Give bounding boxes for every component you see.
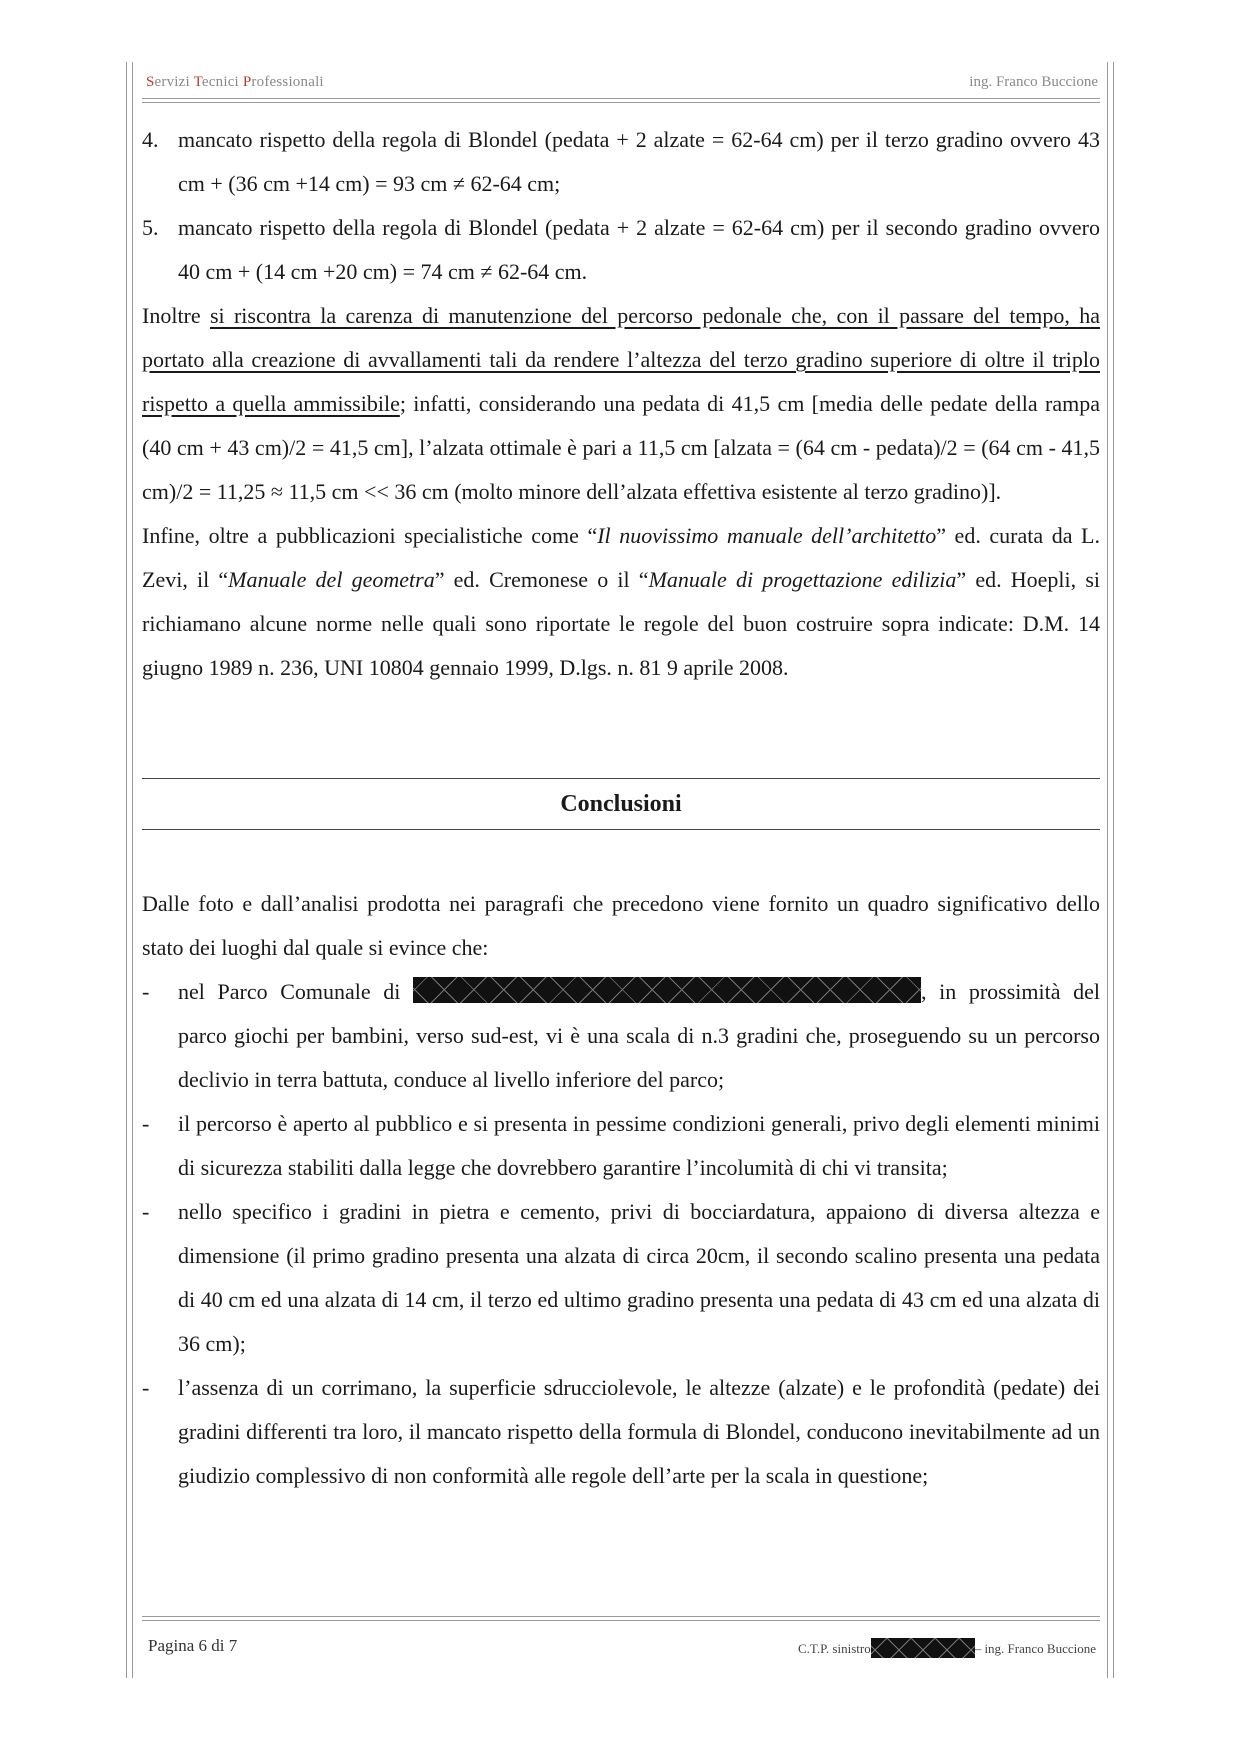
page-frame-left-outer [126,62,127,1678]
book-title: Manuale del geometra [228,567,435,592]
redacted-location [413,977,921,1003]
header-word-part: rofessionali [251,74,324,90]
header-initial: T [193,74,202,90]
numbered-list-item [142,206,1100,294]
bullet-item [142,1190,1100,1366]
section-conclusioni [142,734,1100,1498]
conclusioni-intro: Dalle foto e dall’analisi prodotta nei paragrafi che precedono viene fornito un quadro significativo dello stato dei luoghi dal quale si evince che: [142,891,1100,960]
list-item-text: mancato rispetto della regola di Blondel (pedata + 2 alzate = 62-64 cm) per il secondo gradino ovvero 40 cm + (14 cm +20 cm) = 74 cm ≠ 62-64 cm. [178,215,1100,284]
footer-author-info [798,1638,1096,1658]
document-body [142,118,1100,1498]
footer-rule [142,1616,1100,1617]
paragraph-text: ” ed. Hoepli, si richiamano alcune norme nelle quali sono riportate le regole del buon costruire sopra indicate: D.M. 14 giugno 1989 n. 236, UNI 10804 gennaio 1999, D.lgs. n. 81 9 aprile 2008. [142,567,1100,680]
header-word-part: ervizi [154,74,194,90]
bullet-text: l’assenza di un corrimano, la superficie sdrucciolevole, le altezze (alzate) e le profondità (pedate) dei gradini differenti tra loro, il mancato rispetto della formula di Blondel, conducono inevitabilmente ad un giudizio complessivo di non conformità alle regole dell’arte per la scala in questione; [178,1375,1100,1488]
paragraph-text: Inoltre [142,303,210,328]
list-item-text: mancato rispetto della regola di Blondel (pedata + 2 alzate = 62-64 cm) per il terzo gradino ovvero 43 cm + (36 cm +14 cm) = 93 cm ≠ 62-64 cm; [178,127,1100,196]
section-heading-box [142,778,1100,830]
bullet-text: nello specifico i gradini in pietra e cemento, privi di bocciardatura, appaiono di diversa altezza e dimensione (il primo gradino presenta una alzata di circa 20cm, il secondo scalino presenta una pedata di 40 cm ed una alzata di 14 cm, il terzo ed ultimo gradino presenta una pedata di 43 cm ed una alzata di 36 cm); [178,1199,1100,1356]
header-rule [142,98,1100,99]
bullet-dash: - [142,979,150,1004]
paragraph-text: ” ed. curata da L. Zevi, il “ [142,523,1100,592]
header-initial: S [146,74,155,90]
bullet-dash: - [142,1199,150,1224]
page-footer [142,1616,1100,1676]
bullet-text: nel Parco Comunale di [178,979,413,1004]
page-frame-left-inner [132,62,133,1678]
redacted-party [871,1638,975,1658]
bullet-item [142,970,1100,1102]
page-header [142,62,1100,102]
section-heading: Conclusioni [560,791,682,817]
footer-rule [142,1620,1100,1621]
underlined-text: si riscontra la carenza di manutenzione del percorso pedonale che, con il passare del tempo, ha portato alla creazione di avvallamenti tali da rendere l’altezza del terzo gradino superiore di oltre il triplo rispetto a quella ammissibile [142,303,1100,416]
paragraph-inoltre [142,294,1100,514]
numbered-list-item [142,118,1100,206]
header-author: ing. Franco Buccione [969,74,1098,90]
book-title: Il nuovissimo manuale dell’architetto [597,523,937,548]
bullet-item [142,1102,1100,1190]
paragraph-text: Infine, oltre a pubblicazioni specialistiche come “ [142,523,598,548]
page-number: Pagina 6 di 7 [148,1636,238,1655]
bullet-item [142,1366,1100,1498]
paragraph-infine [142,514,1100,690]
list-number: 4. [142,127,159,152]
bullet-text: il percorso è aperto al pubblico e si presenta in pessime condizioni generali, privo degli elementi minimi di sicurezza stabiliti dalla legge che dovrebbero garantire l’incolumità di chi vi transita; [178,1111,1100,1180]
header-initial: P [242,74,252,90]
header-company-name [146,74,324,91]
header-word-part: ecnici [201,74,243,90]
book-title: Manuale di progettazione edilizia [648,567,957,592]
page-frame-right-outer [1113,62,1114,1678]
paragraph-text: ; infatti, considerando una pedata di 41,5 cm [media delle pedate della rampa (40 cm + 43 cm)/2 = 41,5 cm], l’alzata ottimale è pari a 11,5 cm [alzata = (64 cm - pedata)/2 = (64 cm - 41,5 cm)/2 = 11,25 ≈ 11,5 cm << 36 cm (molto minore dell’alzata effettiva esistente al terzo gradino)]. [142,391,1100,504]
footer-role: C.T.P. sinistro [797,1641,871,1656]
footer-author: – ing. Franco Buccione [974,1641,1096,1656]
bullet-dash: - [142,1375,150,1400]
bullet-dash: - [142,1111,150,1136]
page-frame-right-inner [1107,62,1108,1678]
header-rule [142,102,1100,103]
paragraph-text: ” ed. Cremonese o il “ [434,567,649,592]
list-number: 5. [142,215,159,240]
bullet-text: , in prossimità del parco giochi per bambini, verso sud-est, vi è una scala di n.3 gradini che, proseguendo su un percorso declivio in terra battuta, conduce al livello inferiore del parco; [178,979,1100,1092]
